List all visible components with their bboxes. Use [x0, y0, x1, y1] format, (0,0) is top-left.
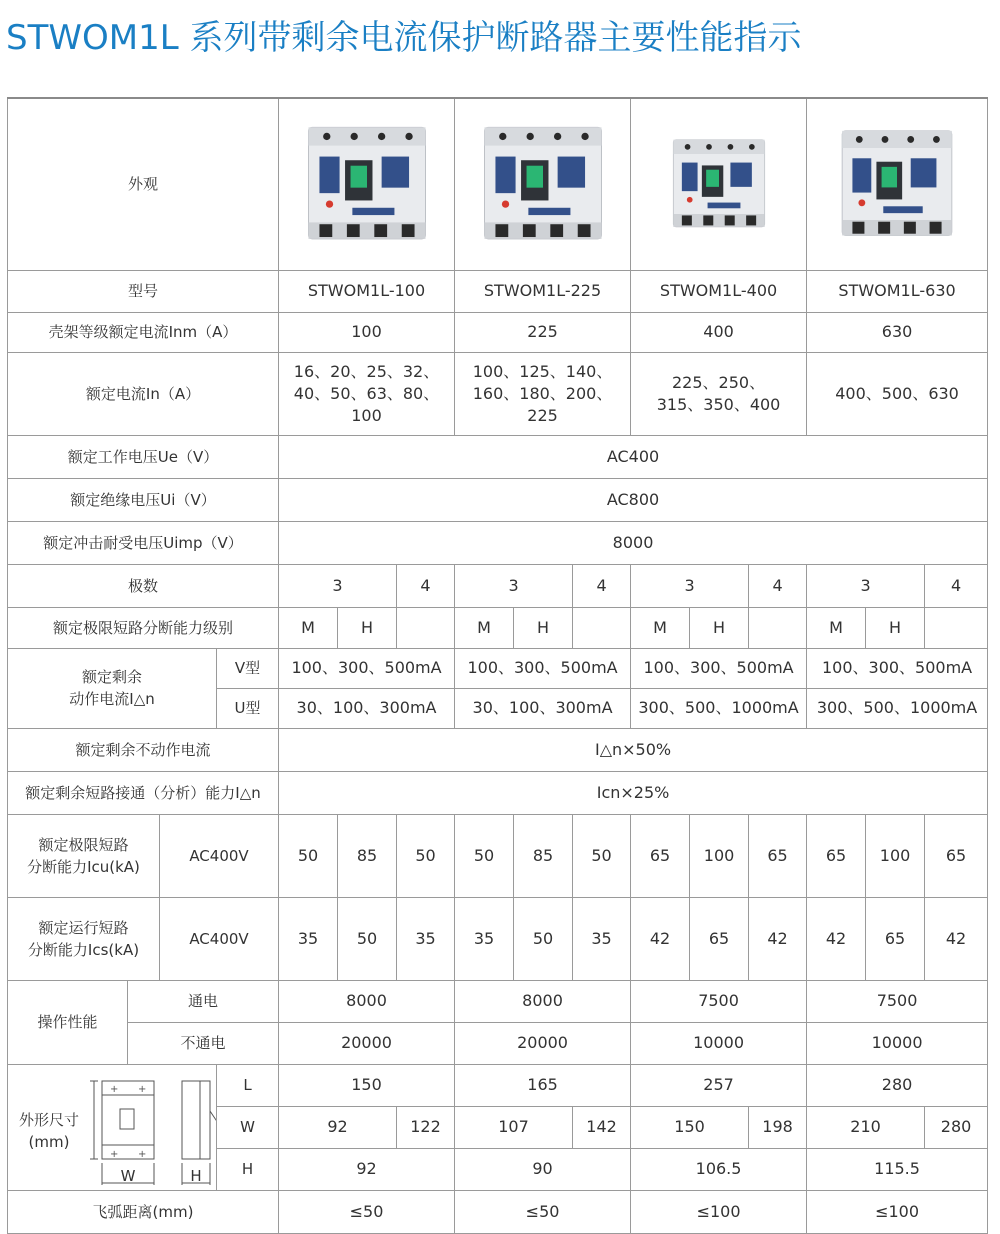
arc-value: ≤50: [455, 1190, 631, 1233]
poles-value: 4: [573, 564, 631, 607]
dimensions-cell: [8, 1064, 217, 1190]
drawing-label-w: W: [120, 1166, 136, 1185]
label-line: 外形尺寸: [18, 1110, 79, 1129]
rated-line: 225: [527, 405, 558, 425]
dim-H-value: 92: [279, 1148, 455, 1190]
rated-line: 100: [351, 405, 382, 425]
ics-value: 42: [749, 897, 807, 980]
poles-value: 4: [749, 564, 807, 607]
svg-text:+: +: [110, 1083, 119, 1095]
icu-value: 50: [455, 814, 514, 897]
rated-line: 40、50、63、80、: [293, 383, 440, 403]
u-type-value: 30、100、300mA: [455, 688, 631, 728]
label-line: 动作电流I△n: [69, 690, 155, 708]
dim-W-value: 122: [397, 1106, 455, 1148]
non-operating-value: I△n×50%: [279, 728, 988, 771]
level-value: M: [455, 607, 514, 648]
label-dim-W: W: [217, 1106, 279, 1148]
u-type-value: 30、100、300mA: [279, 688, 455, 728]
level-value: M: [631, 607, 690, 648]
label-ics: [8, 897, 160, 980]
row-frame-current: [8, 312, 988, 352]
residual-making-value: Icn×25%: [279, 771, 988, 814]
level-value: [925, 607, 988, 648]
icu-value: 65: [925, 814, 988, 897]
row-insulation-voltage: [8, 478, 988, 521]
label-frame-current: 壳架等级额定电流Inm（A）: [8, 312, 279, 352]
label-not-energized: 不通电: [128, 1022, 279, 1064]
arc-value: ≤50: [279, 1190, 455, 1233]
rated-line: 400、500、630: [835, 383, 959, 403]
rated-current-value: [631, 352, 807, 435]
icu-value: 50: [397, 814, 455, 897]
label-model: 型号: [8, 270, 279, 312]
dim-W-value: 142: [573, 1106, 631, 1148]
dim-L-value: 280: [807, 1064, 988, 1106]
level-value: [749, 607, 807, 648]
energized-value: 8000: [455, 980, 631, 1022]
ics-value: 35: [573, 897, 631, 980]
icu-value: 65: [807, 814, 866, 897]
row-residual-making: [8, 771, 988, 814]
icu-value: 85: [514, 814, 573, 897]
label-icu-voltage: AC400V: [160, 814, 279, 897]
dimension-drawing: [88, 1071, 217, 1189]
photo-cell-100: [279, 98, 455, 270]
arc-value: ≤100: [631, 1190, 807, 1233]
level-value: M: [807, 607, 866, 648]
dim-W-value: 107: [455, 1106, 573, 1148]
label-u-type: U型: [217, 688, 279, 728]
label-dim-H: H: [217, 1148, 279, 1190]
rated-voltage-value: AC400: [279, 435, 988, 478]
v-type-value: 100、300、500mA: [279, 648, 455, 688]
level-value: H: [690, 607, 749, 648]
ics-value: 50: [338, 897, 397, 980]
row-rated-current: [8, 352, 988, 435]
label-line: 分断能力Icu(kA): [27, 857, 140, 876]
level-value: H: [866, 607, 925, 648]
label-non-operating: 额定剩余不动作电流: [8, 728, 279, 771]
photo-cell-400: [631, 98, 807, 270]
frame-current-value: 100: [279, 312, 455, 352]
label-residual-current: [8, 648, 217, 728]
label-impulse-voltage: 额定冲击耐受电压Uimp（V）: [8, 521, 279, 564]
label-line: 额定运行短路: [38, 918, 129, 937]
label-line: (mm): [28, 1132, 70, 1151]
ics-value: 50: [514, 897, 573, 980]
breaker-630-image: [833, 124, 961, 244]
level-value: H: [338, 607, 397, 648]
level-value: [397, 607, 455, 648]
dim-W-value: 92: [279, 1106, 397, 1148]
rated-line: 100、125、140、: [472, 361, 613, 381]
rated-line: 225、250、: [672, 372, 766, 392]
label-rated-current: 额定电流In（A）: [8, 352, 279, 435]
breaker-225-image: [479, 119, 607, 249]
rated-current-value: [455, 352, 631, 435]
icu-value: 50: [573, 814, 631, 897]
energized-value: 7500: [631, 980, 807, 1022]
photo-cell-630: [807, 98, 988, 270]
row-appearance: [8, 98, 988, 270]
label-icu: [8, 814, 160, 897]
label-residual-making: 额定剩余短路接通（分析）能力I△n: [8, 771, 279, 814]
row-ics: [8, 897, 988, 980]
row-icu: [8, 814, 988, 897]
label-operation: 操作性能: [8, 980, 128, 1064]
insulation-voltage-value: AC800: [279, 478, 988, 521]
row-non-operating: [8, 728, 988, 771]
rated-line: 160、180、200、: [472, 383, 613, 403]
frame-current-value: 400: [631, 312, 807, 352]
breaker-400-image: [669, 129, 769, 239]
icu-value: 65: [749, 814, 807, 897]
label-arc-distance: 飞弧距离(mm): [8, 1190, 279, 1233]
dim-H-value: 106.5: [631, 1148, 807, 1190]
label-dimensions: [8, 1109, 90, 1153]
energized-value: 8000: [279, 980, 455, 1022]
energized-value: 7500: [807, 980, 988, 1022]
icu-value: 50: [279, 814, 338, 897]
drawing-label-h: H: [190, 1166, 202, 1185]
poles-value: 3: [807, 564, 925, 607]
rated-current-value: [279, 352, 455, 435]
frame-current-value: 630: [807, 312, 988, 352]
dim-L-value: 165: [455, 1064, 631, 1106]
svg-text:+: +: [138, 1083, 147, 1095]
poles-value: 4: [397, 564, 455, 607]
ics-value: 65: [690, 897, 749, 980]
label-appearance: 外观: [8, 98, 279, 270]
v-type-value: 100、300、500mA: [631, 648, 807, 688]
label-poles: 极数: [8, 564, 279, 607]
ics-value: 42: [807, 897, 866, 980]
icu-value: 100: [866, 814, 925, 897]
label-v-type: V型: [217, 648, 279, 688]
dim-W-value: 280: [925, 1106, 988, 1148]
label-line: 额定极限短路: [38, 835, 129, 854]
label-ics-voltage: AC400V: [160, 897, 279, 980]
row-residual-v: [8, 648, 988, 688]
rated-line: 315、350、400: [656, 394, 781, 414]
label-rated-voltage: 额定工作电压Ue（V）: [8, 435, 279, 478]
poles-value: 3: [631, 564, 749, 607]
label-insulation-voltage: 额定绝缘电压Ui（V）: [8, 478, 279, 521]
level-value: [573, 607, 631, 648]
frame-current-value: 225: [455, 312, 631, 352]
row-model: [8, 270, 988, 312]
ics-value: 42: [925, 897, 988, 980]
v-type-value: 100、300、500mA: [807, 648, 988, 688]
dim-L-value: 150: [279, 1064, 455, 1106]
ics-value: 42: [631, 897, 690, 980]
dim-H-value: 90: [455, 1148, 631, 1190]
row-poles: [8, 564, 988, 607]
row-dim-L: [8, 1064, 988, 1106]
spec-table: [7, 97, 988, 1234]
ics-value: 35: [397, 897, 455, 980]
icu-value: 100: [690, 814, 749, 897]
not-energized-value: 10000: [631, 1022, 807, 1064]
page-title: STWOM1L 系列带剩余电流保护断路器主要性能指示: [6, 18, 802, 58]
model-name: STWOM1L-225: [455, 270, 631, 312]
impulse-voltage-value: 8000: [279, 521, 988, 564]
not-energized-value: 20000: [279, 1022, 455, 1064]
row-breaking-level: [8, 607, 988, 648]
not-energized-value: 10000: [807, 1022, 988, 1064]
row-operation-not-energized: [8, 1022, 988, 1064]
svg-text:+: +: [138, 1148, 147, 1160]
ics-value: 35: [455, 897, 514, 980]
poles-value: 4: [925, 564, 988, 607]
label-energized: 通电: [128, 980, 279, 1022]
dim-W-value: 198: [749, 1106, 807, 1148]
dim-H-value: 115.5: [807, 1148, 988, 1190]
dim-L-value: 257: [631, 1064, 807, 1106]
label-breaking-level: 额定极限短路分断能力级别: [8, 607, 279, 648]
label-dim-L: L: [217, 1064, 279, 1106]
row-operation-energized: [8, 980, 988, 1022]
rated-current-value: [807, 352, 988, 435]
row-rated-voltage: [8, 435, 988, 478]
u-type-value: 300、500、1000mA: [631, 688, 807, 728]
rated-line: 16、20、25、32、: [293, 361, 440, 381]
model-name: STWOM1L-630: [807, 270, 988, 312]
model-name: STWOM1L-400: [631, 270, 807, 312]
poles-value: 3: [455, 564, 573, 607]
model-name: STWOM1L-100: [279, 270, 455, 312]
icu-value: 65: [631, 814, 690, 897]
photo-cell-225: [455, 98, 631, 270]
label-line: 分断能力Ics(kA): [27, 940, 140, 959]
icu-value: 85: [338, 814, 397, 897]
level-value: H: [514, 607, 573, 648]
ics-value: 35: [279, 897, 338, 980]
row-impulse-voltage: [8, 521, 988, 564]
u-type-value: 300、500、1000mA: [807, 688, 988, 728]
breaker-100-image: [303, 119, 431, 249]
arc-value: ≤100: [807, 1190, 988, 1233]
svg-text:+: +: [110, 1148, 119, 1160]
dim-W-value: 150: [631, 1106, 749, 1148]
dim-W-value: 210: [807, 1106, 925, 1148]
not-energized-value: 20000: [455, 1022, 631, 1064]
row-arc-distance: [8, 1190, 988, 1233]
level-value: M: [279, 607, 338, 648]
label-line: 额定剩余: [81, 668, 142, 686]
ics-value: 65: [866, 897, 925, 980]
poles-value: 3: [279, 564, 397, 607]
v-type-value: 100、300、500mA: [455, 648, 631, 688]
